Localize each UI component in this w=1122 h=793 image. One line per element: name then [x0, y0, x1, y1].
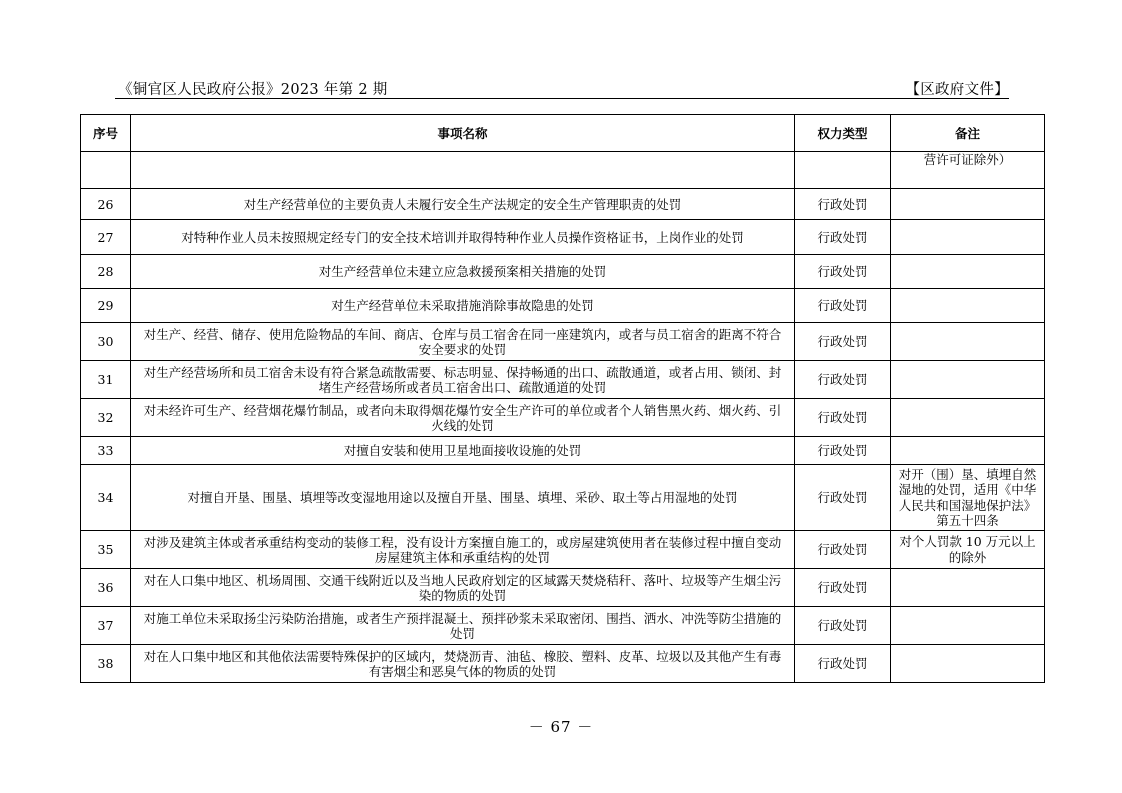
- table-row-continuation: [81, 152, 1045, 189]
- cell-name: 对生产经营单位的主要负责人未履行安全生产法规定的安全生产管理职责的处罚: [131, 189, 795, 220]
- cell-type: 行政处罚: [795, 465, 891, 531]
- cell-remark: 对开（围）垦、填埋自然湿地的处罚，适用《中华人民共和国湿地保护法》第五十四条: [891, 465, 1045, 531]
- table-row: [81, 437, 1045, 465]
- cell-remark: [891, 399, 1045, 437]
- table-row: [81, 220, 1045, 255]
- cell-name: 对生产经营单位未建立应急救援预案相关措施的处罚: [131, 255, 795, 289]
- table-row: [81, 323, 1045, 361]
- cell-remark: [891, 645, 1045, 683]
- cell-name: 对涉及建筑主体或者承重结构变动的装修工程，没有设计方案擅自施工的，或房屋建筑使用者在装修过程中擅自变动房屋建筑主体和承重结构的处罚: [131, 531, 795, 569]
- table-header-row: [81, 115, 1045, 152]
- cell-name: 对生产经营场所和员工宿舍未设有符合紧急疏散需要、标志明显、保持畅通的出口、疏散通道，或者占用、锁闭、封堵生产经营场所或者员工宿舍出口、疏散通道的处罚: [131, 361, 795, 399]
- table-row: [81, 569, 1045, 607]
- cell-remark: [891, 361, 1045, 399]
- cell-type: 行政处罚: [795, 437, 891, 465]
- cell-remark: [891, 323, 1045, 361]
- cell-remark: [891, 189, 1045, 220]
- cell-remark: 营许可证除外）: [891, 152, 1045, 189]
- cell-remark: [891, 437, 1045, 465]
- cell-remark: [891, 220, 1045, 255]
- cell-name: 对在人口集中地区、机场周围、交通干线附近以及当地人民政府划定的区域露天焚烧秸秆、落叶、垃圾等产生烟尘污染的物质的处罚: [131, 569, 795, 607]
- table-row: [81, 189, 1045, 220]
- cell-type: 行政处罚: [795, 220, 891, 255]
- cell-type: 行政处罚: [795, 607, 891, 645]
- cell-seq: 26: [81, 189, 131, 220]
- cell-seq: 35: [81, 531, 131, 569]
- cell-seq: 38: [81, 645, 131, 683]
- column-header-type: 权力类型: [795, 115, 891, 152]
- cell-seq: 31: [81, 361, 131, 399]
- power-items-table: [80, 114, 1045, 683]
- cell-seq: 37: [81, 607, 131, 645]
- table-row: [81, 255, 1045, 289]
- cell-type: 行政处罚: [795, 645, 891, 683]
- cell-remark: 对个人罚款 10 万元以上的除外: [891, 531, 1045, 569]
- cell-remark: [891, 255, 1045, 289]
- cell-seq: 29: [81, 289, 131, 323]
- cell-name: [131, 152, 795, 189]
- cell-remark: [891, 607, 1045, 645]
- cell-seq: 28: [81, 255, 131, 289]
- cell-seq: 32: [81, 399, 131, 437]
- cell-seq: 36: [81, 569, 131, 607]
- cell-name: 对生产经营单位未采取措施消除事故隐患的处罚: [131, 289, 795, 323]
- cell-name: 对擅自安装和使用卫星地面接收设施的处罚: [131, 437, 795, 465]
- cell-type: 行政处罚: [795, 255, 891, 289]
- cell-name: 对施工单位未采取扬尘污染防治措施，或者生产预拌混凝土、预拌砂浆未采取密闭、围挡、洒水、冲洗等防尘措施的处罚: [131, 607, 795, 645]
- table-row: [81, 607, 1045, 645]
- column-header-seq: 序号: [81, 115, 131, 152]
- column-header-name: 事项名称: [131, 115, 795, 152]
- cell-type: [795, 152, 891, 189]
- cell-seq: [81, 152, 131, 189]
- cell-seq: 34: [81, 465, 131, 531]
- publication-title: 《铜官区人民政府公报》2023 年第 2 期: [118, 82, 388, 98]
- column-header-remark: 备注: [891, 115, 1045, 152]
- table-row: [81, 361, 1045, 399]
- cell-seq: 30: [81, 323, 131, 361]
- table-row: [81, 399, 1045, 437]
- cell-remark: [891, 289, 1045, 323]
- cell-name: 对特种作业人员未按照规定经专门的安全技术培训并取得特种作业人员操作资格证书，上岗作业的处罚: [131, 220, 795, 255]
- cell-name: 对在人口集中地区和其他依法需要特殊保护的区域内，焚烧沥青、油毡、橡胶、塑料、皮革、垃圾以及其他产生有毒有害烟尘和恶臭气体的物质的处罚: [131, 645, 795, 683]
- cell-type: 行政处罚: [795, 361, 891, 399]
- cell-type: 行政处罚: [795, 399, 891, 437]
- cell-seq: 33: [81, 437, 131, 465]
- cell-name: 对生产、经营、储存、使用危险物品的车间、商店、仓库与员工宿舍在同一座建筑内，或者与员工宿舍的距离不符合安全要求的处罚: [131, 323, 795, 361]
- cell-type: 行政处罚: [795, 569, 891, 607]
- cell-name: 对擅自开垦、围垦、填埋等改变湿地用途以及擅自开垦、围垦、填埋、采砂、取土等占用湿地的处罚: [131, 465, 795, 531]
- page-number: － 67 －: [528, 718, 594, 736]
- table-row: [81, 465, 1045, 531]
- cell-remark: [891, 569, 1045, 607]
- cell-type: 行政处罚: [795, 189, 891, 220]
- table-row: [81, 645, 1045, 683]
- cell-seq: 27: [81, 220, 131, 255]
- table-row: [81, 289, 1045, 323]
- table-row: [81, 531, 1045, 569]
- cell-name: 对未经许可生产、经营烟花爆竹制品，或者向未取得烟花爆竹安全生产许可的单位或者个人销售黑火药、烟火药、引火线的处罚: [131, 399, 795, 437]
- header-divider: [115, 98, 1009, 99]
- cell-type: 行政处罚: [795, 323, 891, 361]
- cell-type: 行政处罚: [795, 531, 891, 569]
- section-label: 【区政府文件】: [905, 82, 1009, 98]
- cell-type: 行政处罚: [795, 289, 891, 323]
